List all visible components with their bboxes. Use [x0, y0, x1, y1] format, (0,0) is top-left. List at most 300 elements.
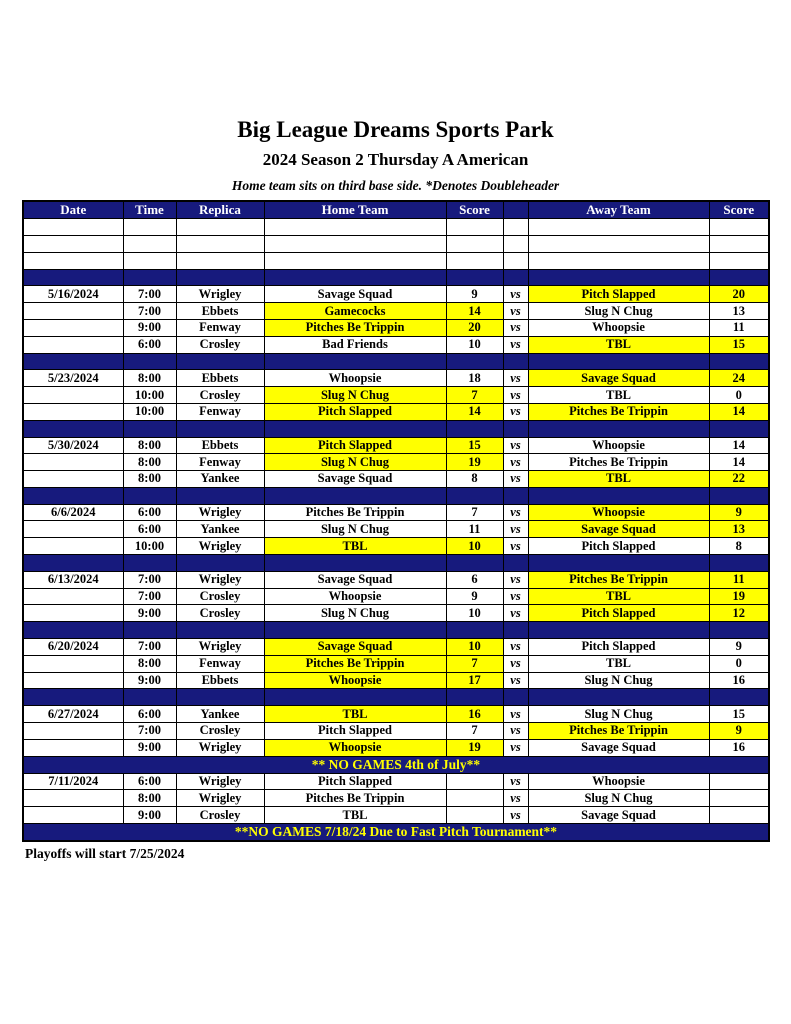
date-cell	[23, 723, 123, 740]
game-row	[23, 504, 769, 521]
away-team-cell: Pitches Be Trippin	[528, 403, 709, 420]
empty-cell	[176, 252, 264, 269]
replica-cell: Crosley	[176, 807, 264, 824]
game-row	[23, 807, 769, 824]
date-cell: 6/20/2024	[23, 639, 123, 656]
home-team-cell: Pitches Be Trippin	[264, 790, 446, 807]
separator-cell	[503, 487, 528, 504]
time-cell: 9:00	[123, 605, 176, 622]
game-row	[23, 471, 769, 488]
home-team-cell: Pitches Be Trippin	[264, 655, 446, 672]
game-row	[23, 639, 769, 656]
vs-cell: vs	[503, 286, 528, 303]
away-score-cell: 11	[709, 319, 769, 336]
game-row	[23, 706, 769, 723]
home-team-cell: Savage Squad	[264, 286, 446, 303]
separator-row	[23, 689, 769, 706]
home-score-cell: 14	[446, 303, 503, 320]
game-row	[23, 655, 769, 672]
separator-cell	[446, 420, 503, 437]
empty-row	[23, 235, 769, 252]
replica-cell: Crosley	[176, 588, 264, 605]
home-team-cell: Pitch Slapped	[264, 773, 446, 790]
separator-cell	[528, 269, 709, 286]
game-row	[23, 403, 769, 420]
column-header-vs	[503, 201, 528, 219]
vs-cell: vs	[503, 672, 528, 689]
game-row	[23, 437, 769, 454]
date-cell: 6/6/2024	[23, 504, 123, 521]
time-cell: 6:00	[123, 521, 176, 538]
time-cell: 6:00	[123, 706, 176, 723]
separator-cell	[446, 555, 503, 572]
home-score-cell: 7	[446, 504, 503, 521]
date-cell: 5/16/2024	[23, 286, 123, 303]
date-cell	[23, 790, 123, 807]
away-score-cell: 0	[709, 655, 769, 672]
replica-cell: Ebbets	[176, 672, 264, 689]
home-score-cell: 20	[446, 319, 503, 336]
separator-cell	[709, 555, 769, 572]
home-team-cell: Slug N Chug	[264, 521, 446, 538]
away-score-cell: 9	[709, 723, 769, 740]
separator-cell	[503, 420, 528, 437]
away-team-cell: Savage Squad	[528, 521, 709, 538]
schedule-body	[23, 219, 769, 841]
separator-cell	[528, 622, 709, 639]
date-cell	[23, 588, 123, 605]
column-header-score-4: Score	[446, 201, 503, 219]
away-team-cell: Whoopsie	[528, 437, 709, 454]
home-score-cell: 7	[446, 387, 503, 404]
replica-cell: Wrigley	[176, 639, 264, 656]
separator-row	[23, 555, 769, 572]
separator-cell	[23, 353, 123, 370]
vs-cell: vs	[503, 437, 528, 454]
vs-cell: vs	[503, 807, 528, 824]
separator-cell	[709, 269, 769, 286]
time-cell: 8:00	[123, 471, 176, 488]
vs-cell: vs	[503, 471, 528, 488]
column-header-home-team-3: Home Team	[264, 201, 446, 219]
empty-cell	[23, 252, 123, 269]
no-games-banner-row	[23, 756, 769, 773]
home-team-cell: Whoopsie	[264, 588, 446, 605]
date-cell: 7/11/2024	[23, 773, 123, 790]
away-score-cell: 16	[709, 739, 769, 756]
separator-cell	[176, 353, 264, 370]
away-score-cell: 9	[709, 639, 769, 656]
empty-cell	[176, 235, 264, 252]
vs-cell: vs	[503, 303, 528, 320]
date-cell: 5/23/2024	[23, 370, 123, 387]
time-cell: 8:00	[123, 370, 176, 387]
empty-cell	[503, 219, 528, 236]
away-team-cell: Whoopsie	[528, 773, 709, 790]
separator-cell	[23, 420, 123, 437]
away-score-cell: 11	[709, 571, 769, 588]
vs-cell: vs	[503, 454, 528, 471]
vs-cell: vs	[503, 403, 528, 420]
separator-cell	[528, 689, 709, 706]
home-score-cell: 8	[446, 471, 503, 488]
column-header-date-0: Date	[23, 201, 123, 219]
home-team-cell: TBL	[264, 706, 446, 723]
empty-cell	[446, 252, 503, 269]
separator-cell	[446, 689, 503, 706]
replica-cell: Crosley	[176, 387, 264, 404]
home-score-cell: 15	[446, 437, 503, 454]
vs-cell: vs	[503, 739, 528, 756]
empty-cell	[23, 219, 123, 236]
game-row	[23, 672, 769, 689]
game-row	[23, 605, 769, 622]
separator-cell	[176, 622, 264, 639]
time-cell: 6:00	[123, 504, 176, 521]
home-score-cell: 9	[446, 588, 503, 605]
empty-cell	[446, 219, 503, 236]
separator-cell	[528, 555, 709, 572]
separator-cell	[23, 689, 123, 706]
game-row	[23, 790, 769, 807]
time-cell: 10:00	[123, 538, 176, 555]
separator-cell	[23, 555, 123, 572]
away-score-cell: 15	[709, 706, 769, 723]
separator-cell	[176, 689, 264, 706]
game-row	[23, 454, 769, 471]
no-games-banner-row	[23, 824, 769, 842]
separator-row	[23, 487, 769, 504]
game-row	[23, 319, 769, 336]
home-team-cell: Slug N Chug	[264, 454, 446, 471]
vs-cell: vs	[503, 723, 528, 740]
home-score-cell: 10	[446, 639, 503, 656]
empty-cell	[264, 235, 446, 252]
replica-cell: Fenway	[176, 403, 264, 420]
time-cell: 9:00	[123, 319, 176, 336]
column-header-time-1: Time	[123, 201, 176, 219]
empty-cell	[528, 235, 709, 252]
vs-cell: vs	[503, 504, 528, 521]
date-cell	[23, 319, 123, 336]
time-cell: 7:00	[123, 723, 176, 740]
time-cell: 8:00	[123, 437, 176, 454]
vs-cell: vs	[503, 773, 528, 790]
replica-cell: Wrigley	[176, 538, 264, 555]
time-cell: 7:00	[123, 303, 176, 320]
home-team-cell: Slug N Chug	[264, 605, 446, 622]
empty-cell	[446, 235, 503, 252]
home-score-cell: 19	[446, 739, 503, 756]
empty-cell	[528, 252, 709, 269]
home-score-cell	[446, 807, 503, 824]
time-cell: 8:00	[123, 790, 176, 807]
away-score-cell	[709, 807, 769, 824]
replica-cell: Fenway	[176, 319, 264, 336]
date-cell	[23, 605, 123, 622]
away-team-cell: Pitches Be Trippin	[528, 571, 709, 588]
game-row	[23, 571, 769, 588]
time-cell: 7:00	[123, 639, 176, 656]
separator-cell	[503, 689, 528, 706]
home-score-cell: 19	[446, 454, 503, 471]
separator-cell	[264, 555, 446, 572]
no-games-banner-text: **NO GAMES 7/18/24 Due to Fast Pitch Tournament**	[23, 824, 769, 842]
separator-cell	[123, 353, 176, 370]
empty-cell	[123, 219, 176, 236]
separator-row	[23, 420, 769, 437]
vs-cell: vs	[503, 571, 528, 588]
separator-row	[23, 622, 769, 639]
game-row	[23, 773, 769, 790]
home-team-note: Home team sits on third base side. *Denotes Doubleheader	[231, 178, 560, 194]
away-score-cell: 12	[709, 605, 769, 622]
separator-cell	[23, 487, 123, 504]
empty-row	[23, 219, 769, 236]
separator-cell	[264, 420, 446, 437]
date-cell	[23, 672, 123, 689]
replica-cell: Yankee	[176, 521, 264, 538]
replica-cell: Fenway	[176, 454, 264, 471]
home-score-cell: 10	[446, 605, 503, 622]
home-score-cell: 10	[446, 538, 503, 555]
game-row	[23, 723, 769, 740]
away-score-cell: 14	[709, 454, 769, 471]
away-team-cell: Whoopsie	[528, 319, 709, 336]
season-subtitle: 2024 Season 2 Thursday A American	[262, 149, 529, 169]
away-team-cell: Slug N Chug	[528, 303, 709, 320]
time-cell: 7:00	[123, 286, 176, 303]
empty-cell	[528, 219, 709, 236]
date-cell	[23, 739, 123, 756]
date-cell	[23, 336, 123, 353]
vs-cell: vs	[503, 639, 528, 656]
vs-cell: vs	[503, 336, 528, 353]
away-team-cell: Pitch Slapped	[528, 605, 709, 622]
schedule-table	[22, 200, 770, 842]
separator-cell	[123, 420, 176, 437]
away-team-cell: Savage Squad	[528, 739, 709, 756]
replica-cell: Crosley	[176, 723, 264, 740]
vs-cell: vs	[503, 387, 528, 404]
date-cell: 6/27/2024	[23, 706, 123, 723]
away-team-cell: Whoopsie	[528, 504, 709, 521]
home-team-cell: Bad Friends	[264, 336, 446, 353]
separator-cell	[709, 622, 769, 639]
empty-cell	[176, 219, 264, 236]
time-cell: 9:00	[123, 807, 176, 824]
date-cell	[23, 387, 123, 404]
home-team-cell: Gamecocks	[264, 303, 446, 320]
empty-row	[23, 252, 769, 269]
separator-cell	[528, 487, 709, 504]
separator-cell	[528, 420, 709, 437]
replica-cell: Wrigley	[176, 504, 264, 521]
empty-cell	[709, 252, 769, 269]
date-cell	[23, 454, 123, 471]
game-row	[23, 336, 769, 353]
away-team-cell: Pitch Slapped	[528, 286, 709, 303]
date-cell: 6/13/2024	[23, 571, 123, 588]
separator-cell	[264, 269, 446, 286]
away-team-cell: Slug N Chug	[528, 706, 709, 723]
away-team-cell: Slug N Chug	[528, 790, 709, 807]
separator-cell	[446, 353, 503, 370]
game-row	[23, 739, 769, 756]
away-team-cell: Pitches Be Trippin	[528, 723, 709, 740]
empty-cell	[23, 235, 123, 252]
away-score-cell: 0	[709, 387, 769, 404]
time-cell: 9:00	[123, 739, 176, 756]
replica-cell: Wrigley	[176, 790, 264, 807]
away-score-cell: 13	[709, 303, 769, 320]
away-score-cell: 22	[709, 471, 769, 488]
vs-cell: vs	[503, 605, 528, 622]
separator-cell	[123, 622, 176, 639]
separator-cell	[503, 353, 528, 370]
home-team-cell: Pitches Be Trippin	[264, 504, 446, 521]
home-team-cell: Savage Squad	[264, 471, 446, 488]
date-cell	[23, 538, 123, 555]
time-cell: 6:00	[123, 336, 176, 353]
game-row	[23, 538, 769, 555]
separator-cell	[503, 622, 528, 639]
separator-cell	[264, 353, 446, 370]
separator-cell	[123, 689, 176, 706]
empty-cell	[123, 235, 176, 252]
home-score-cell: 6	[446, 571, 503, 588]
separator-cell	[23, 269, 123, 286]
home-team-cell: TBL	[264, 538, 446, 555]
replica-cell: Crosley	[176, 336, 264, 353]
separator-cell	[176, 420, 264, 437]
time-cell: 6:00	[123, 773, 176, 790]
playoffs-note: Playoffs will start 7/25/2024	[25, 846, 185, 862]
vs-cell: vs	[503, 521, 528, 538]
away-score-cell: 13	[709, 521, 769, 538]
home-team-cell: Pitch Slapped	[264, 723, 446, 740]
date-cell	[23, 471, 123, 488]
away-team-cell: TBL	[528, 588, 709, 605]
empty-cell	[503, 252, 528, 269]
date-cell	[23, 403, 123, 420]
replica-cell: Ebbets	[176, 437, 264, 454]
time-cell: 7:00	[123, 571, 176, 588]
home-score-cell: 10	[446, 336, 503, 353]
separator-cell	[709, 420, 769, 437]
empty-cell	[709, 235, 769, 252]
replica-cell: Wrigley	[176, 286, 264, 303]
vs-cell: vs	[503, 538, 528, 555]
home-score-cell: 7	[446, 655, 503, 672]
vs-cell: vs	[503, 588, 528, 605]
home-team-cell: Pitches Be Trippin	[264, 319, 446, 336]
separator-cell	[709, 689, 769, 706]
home-team-cell: Pitch Slapped	[264, 403, 446, 420]
away-team-cell: TBL	[528, 471, 709, 488]
replica-cell: Yankee	[176, 471, 264, 488]
separator-cell	[709, 487, 769, 504]
separator-cell	[123, 487, 176, 504]
separator-cell	[123, 555, 176, 572]
home-team-cell: Savage Squad	[264, 639, 446, 656]
separator-cell	[23, 622, 123, 639]
away-team-cell: Pitch Slapped	[528, 538, 709, 555]
away-score-cell	[709, 790, 769, 807]
separator-cell	[264, 689, 446, 706]
separator-cell	[446, 622, 503, 639]
away-score-cell: 20	[709, 286, 769, 303]
page-title: Big League Dreams Sports Park	[237, 117, 554, 142]
vs-cell: vs	[503, 706, 528, 723]
no-games-banner-text: ** NO GAMES 4th of July**	[23, 756, 769, 773]
header-row	[23, 201, 769, 219]
game-row	[23, 370, 769, 387]
replica-cell: Wrigley	[176, 773, 264, 790]
replica-cell: Wrigley	[176, 739, 264, 756]
away-team-cell: TBL	[528, 336, 709, 353]
separator-cell	[123, 269, 176, 286]
separator-row	[23, 269, 769, 286]
home-score-cell	[446, 773, 503, 790]
game-row	[23, 588, 769, 605]
time-cell: 10:00	[123, 403, 176, 420]
replica-cell: Crosley	[176, 605, 264, 622]
away-team-cell: Pitches Be Trippin	[528, 454, 709, 471]
away-score-cell: 9	[709, 504, 769, 521]
home-team-cell: Savage Squad	[264, 571, 446, 588]
away-team-cell: TBL	[528, 655, 709, 672]
separator-cell	[709, 353, 769, 370]
vs-cell: vs	[503, 319, 528, 336]
date-cell	[23, 655, 123, 672]
away-score-cell: 14	[709, 403, 769, 420]
vs-cell: vs	[503, 790, 528, 807]
replica-cell: Ebbets	[176, 370, 264, 387]
empty-cell	[709, 219, 769, 236]
game-row	[23, 286, 769, 303]
away-team-cell: Savage Squad	[528, 370, 709, 387]
game-row	[23, 387, 769, 404]
home-team-cell: Whoopsie	[264, 672, 446, 689]
replica-cell: Yankee	[176, 706, 264, 723]
away-team-cell: TBL	[528, 387, 709, 404]
date-cell	[23, 807, 123, 824]
separator-cell	[176, 555, 264, 572]
separator-cell	[446, 487, 503, 504]
home-team-cell: TBL	[264, 807, 446, 824]
away-score-cell: 15	[709, 336, 769, 353]
time-cell: 8:00	[123, 655, 176, 672]
separator-cell	[264, 622, 446, 639]
home-score-cell: 9	[446, 286, 503, 303]
away-score-cell: 24	[709, 370, 769, 387]
column-header-score-7: Score	[709, 201, 769, 219]
away-team-cell: Pitch Slapped	[528, 639, 709, 656]
time-cell: 7:00	[123, 588, 176, 605]
empty-cell	[264, 219, 446, 236]
game-row	[23, 521, 769, 538]
home-score-cell: 18	[446, 370, 503, 387]
away-score-cell	[709, 773, 769, 790]
away-team-cell: Savage Squad	[528, 807, 709, 824]
separator-cell	[264, 487, 446, 504]
away-team-cell: Slug N Chug	[528, 672, 709, 689]
separator-cell	[446, 269, 503, 286]
vs-cell: vs	[503, 370, 528, 387]
separator-cell	[503, 555, 528, 572]
home-score-cell	[446, 790, 503, 807]
